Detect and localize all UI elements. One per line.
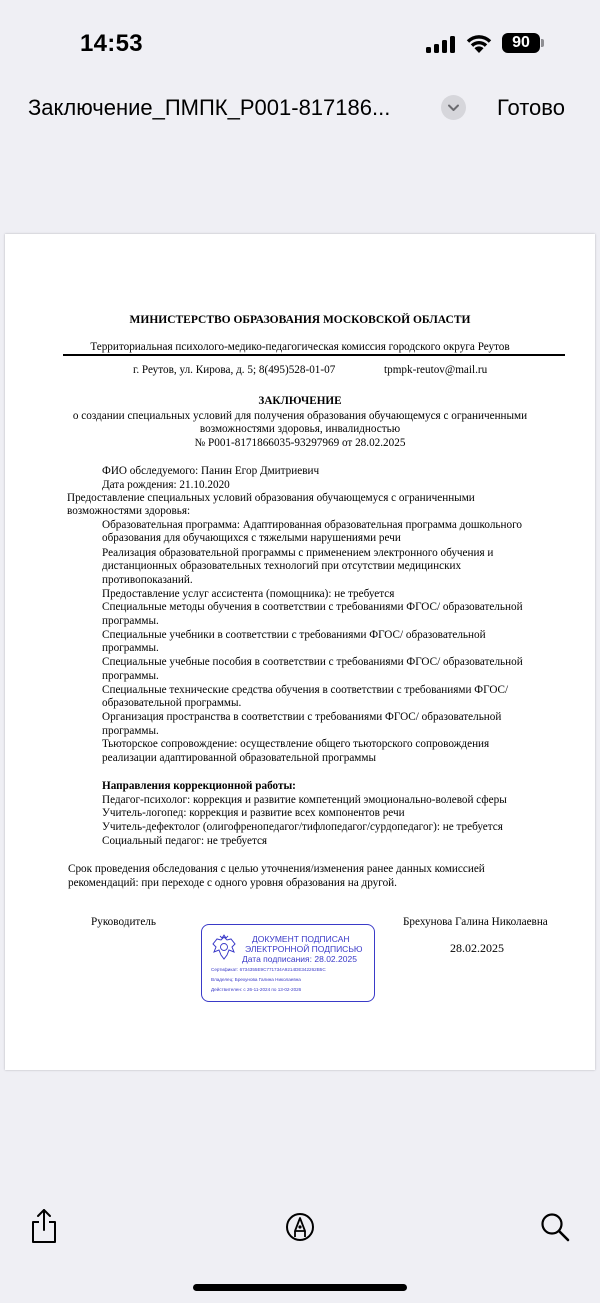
stamp-certificate: Сертификат: 6734355E9C771734A9214DE342262B5C (211, 967, 326, 972)
conclusion-number: № Р001-8171866035-93297969 от 28.02.2025 (194, 437, 406, 449)
condition-line: программы. (102, 725, 159, 737)
stamp-line-1: ДОКУМЕНТ ПОДПИСАН (252, 934, 350, 944)
status-time: 14:53 (80, 30, 143, 57)
document-title[interactable]: Заключение_ПМПК_Р001-817186... (28, 95, 391, 120)
correction-line: Учитель-логопед: коррекция и развитие всех компонентов речи (102, 807, 405, 819)
e-signature-stamp (201, 924, 375, 1002)
commission-name: Территориальная психолого-медико-педагогическая комиссия городского округа Реутов (90, 341, 510, 353)
condition-line: Специальные технические средства обучения в соответствии с требованиями ФГОС/ (102, 684, 509, 696)
done-button[interactable]: Готово (497, 95, 565, 120)
header-divider (63, 354, 565, 356)
condition-line: Организация пространства в соответствии с требованиями ФГОС/ образовательной (102, 711, 502, 723)
document-page (5, 234, 595, 1070)
cellular-signal-icon (426, 35, 456, 53)
wifi-icon (464, 32, 494, 54)
correction-line: Социальный педагог: не требуется (102, 835, 268, 847)
status-bar (0, 0, 600, 88)
condition-line: противопоказаний. (102, 574, 193, 586)
nav-bar (0, 88, 600, 128)
head-label: Руководитель (91, 916, 156, 928)
condition-line: образовательной программы. (102, 697, 242, 709)
conclusion-subheading-2: возможностями здоровья, инвалидностью (199, 423, 401, 435)
share-icon[interactable] (30, 1208, 58, 1244)
battery-indicator: 90 (502, 33, 540, 53)
condition-line: программы. (102, 670, 159, 682)
condition-line: Тьюторское сопровождение: осуществление общего тьюторского сопровождения (102, 738, 490, 750)
conclusion-heading: ЗАКЛЮЧЕНИЕ (258, 395, 342, 407)
home-indicator[interactable] (193, 1284, 407, 1291)
markup-icon[interactable] (285, 1212, 315, 1242)
correction-line: Педагог-психолог: коррекция и развитие компетенций эмоционально-волевой сферы (102, 794, 507, 806)
birth-date: Дата рождения: 21.10.2020 (102, 479, 230, 491)
term-line-1: Срок проведения обследования с целью уточнения/изменения ранее данных комиссией (68, 863, 485, 875)
condition-line: Образовательная программа: Адаптированная образовательная программа дошкольного (102, 519, 523, 531)
provision-line-1: Предоставление специальных условий образования обучающемуся с ограниченными (67, 492, 475, 504)
conclusion-subheading-1: о создании специальных условий для получения образования обучающемуся с ограниченными (72, 410, 528, 422)
condition-line: программы. (102, 615, 159, 627)
title-menu-button[interactable] (441, 95, 466, 120)
provision-line-2: возможностями здоровья: (67, 505, 191, 517)
address-line: г. Реутов, ул. Кирова, д. 5; 8(495)528-01-07 (133, 364, 336, 376)
condition-line: дистанционных образовательных технологий при отсутствии медицинских (102, 560, 462, 572)
sign-date: 28.02.2025 (450, 941, 504, 955)
condition-line: Предоставление услуг ассистента (помощника): не требуется (102, 588, 395, 600)
ministry-title: МИНИСТЕРСТВО ОБРАЗОВАНИЯ МОСКОВСКОЙ ОБЛАСТИ (129, 314, 471, 326)
stamp-owner: Владелец: Брехунова Галина Николаевна (211, 977, 301, 982)
condition-line: реализации адаптированной образовательной программы (102, 752, 376, 764)
condition-line: Реализация образовательной программы с применением электронного обучения и (102, 547, 494, 559)
correction-heading: Направления коррекционной работы: (102, 780, 296, 792)
chevron-down-icon (441, 95, 466, 120)
term-line-2: рекомендаций: при переходе с одного уровня образования на другой. (68, 877, 397, 889)
correction-line: Учитель-дефектолог (олигофренопедагог/тифлопедагог/сурдопедагог): не требуется (102, 821, 503, 833)
stamp-validity: Действителен: с 26-11-2024 по 13-02-2026 (211, 987, 302, 992)
battery-tip (541, 39, 544, 47)
search-icon[interactable] (540, 1212, 570, 1242)
condition-line: Специальные учебные пособия в соответствии с требованиями ФГОС/ образовательной (102, 656, 523, 668)
stamp-sign-date: Дата подписания: 28.02.2025 (242, 954, 357, 964)
coat-of-arms-icon (209, 933, 239, 963)
condition-line: программы. (102, 642, 159, 654)
email-line: tpmpk-reutov@mail.ru (384, 364, 488, 376)
head-name: Брехунова Галина Николаевна (403, 916, 548, 928)
condition-line: Специальные учебники в соответствии с требованиями ФГОС/ образовательной (102, 629, 486, 641)
patient-name: ФИО обследуемого: Панин Егор Дмитриевич (102, 465, 320, 477)
condition-line: Специальные методы обучения в соответствии с требованиями ФГОС/ образовательной (102, 601, 523, 613)
stamp-line-2: ЭЛЕКТРОННОЙ ПОДПИСЬЮ (245, 944, 363, 954)
condition-line: образования для обучающихся с тяжелыми нарушениями речи (102, 532, 401, 544)
